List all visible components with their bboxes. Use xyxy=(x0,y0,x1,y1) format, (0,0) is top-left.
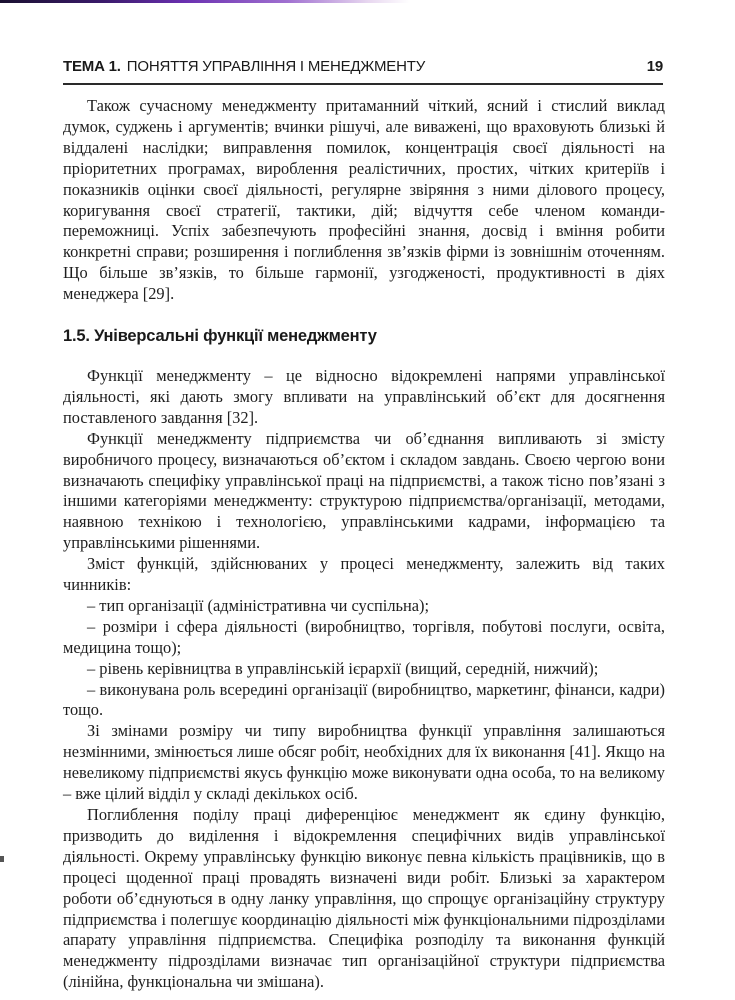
list-item: – тип організації (адміністративна чи суспільна); xyxy=(87,595,430,615)
paragraph-size-changes: Зі змінами розміру чи типу виробництва функції управління залишаються незмінними, змінюється лише обсяг робіт, необхідних для їх виконання [41]. Якщо на невеликому підприємстві якусь функцію може виконувати одна особа, то на великому – вже цілий відділ у складі декількох осіб. xyxy=(63,721,665,804)
section-heading: 1.5. Універсальні функції менеджменту xyxy=(63,327,377,346)
intro-paragraph: Також сучасному менеджменту притаманний чіткий, ясний і стислий виклад думок, суджень і аргументів; вчинки рішучі, але виважені, що враховують близькі й віддалені наслідки; виправлення помилок, концентрація своєї діяльності на пріоритетних програмах, вироблення реалістичних, простих, чітких критеріїв і показників оцінки своєї діяльності, регулярне звіряння з ними ділового процесу, коригування своєї стратегії, тактики, дій; відчуття себе членом команди-переможниці. Успіх забезпечують професійні знання, досвід і вміння робити конкретні справи; розширення і поглиблення зв’язків фірми із зовнішнім оточенням. Що більше зв’язків, то більше гармонії, узгодженості, продуктивності в діях менеджера [29]. xyxy=(63,96,665,304)
list-item: – рівень керівництва в управлінській ієрархії (вищий, середній, нижчий); xyxy=(87,658,599,678)
scan-edge-mark xyxy=(0,856,4,862)
top-accent-bar xyxy=(0,0,410,3)
running-header xyxy=(63,58,663,80)
page-number: 19 xyxy=(646,58,663,75)
chapter-title: ПОНЯТТЯ УПРАВЛІННЯ І МЕНЕДЖМЕНТУ xyxy=(126,58,426,75)
paragraph-definition: Функції менеджменту – це відносно відокремлені напрями управлінської діяльності, які дають змогу впливати на управлінський об’єкт для досягнення поставленого завдання [32]. xyxy=(63,365,665,427)
chapter-heading xyxy=(63,58,425,75)
paragraph-functions-derive: Функції менеджменту підприємства чи об’єднання випливають зі змісту виробничого процесу, визначаються об’єктом і складом завдань. Своєю чергою вони визначають специфіку управлінської праці на підприємстві, а також тісно пов’язані з іншими категоріями менеджменту: структурою підприємства/організації, методами, наявною технікою і технологією, управлінськими кадрами, інформацією та управлінськими рішеннями. xyxy=(63,428,665,553)
header-rule xyxy=(63,83,663,85)
list-item: – виконувана роль всередині організації (виробництво, маркетинг, фінанси, кадри) тощо. xyxy=(63,679,665,720)
page-body xyxy=(63,96,665,993)
chapter-label: ТЕМА 1. xyxy=(63,58,121,75)
paragraph-factors-intro: Зміст функцій, здійснюваних у процесі менеджменту, залежить від таких чинників: xyxy=(63,554,665,595)
list-item: – розміри і сфера діяльності (виробництво, торгівля, побутові послуги, освіта, медицина тощо); xyxy=(63,616,665,657)
paragraph-division-of-labor: Поглиблення поділу праці диференціює менеджмент як єдину функцію, призводить до виділення і відокремлення специфічних видів управлінської діяльності. Окрему управлінську функцію виконує певна кількість працівників, що в процесі щоденної праці провадять визначені види робіт. Близькі за характером роботи об’єднуються в одну ланку управління, що спрощує організаційну структуру підприємства і полегшує координацію діяльності між функціональними підрозділами апарату управління підприємства. Специфіка розподілу та виконання функцій менеджменту підрозділами визначає тип організаційної структури підприємства (лінійна, функціональна чи змішана). xyxy=(63,805,665,992)
